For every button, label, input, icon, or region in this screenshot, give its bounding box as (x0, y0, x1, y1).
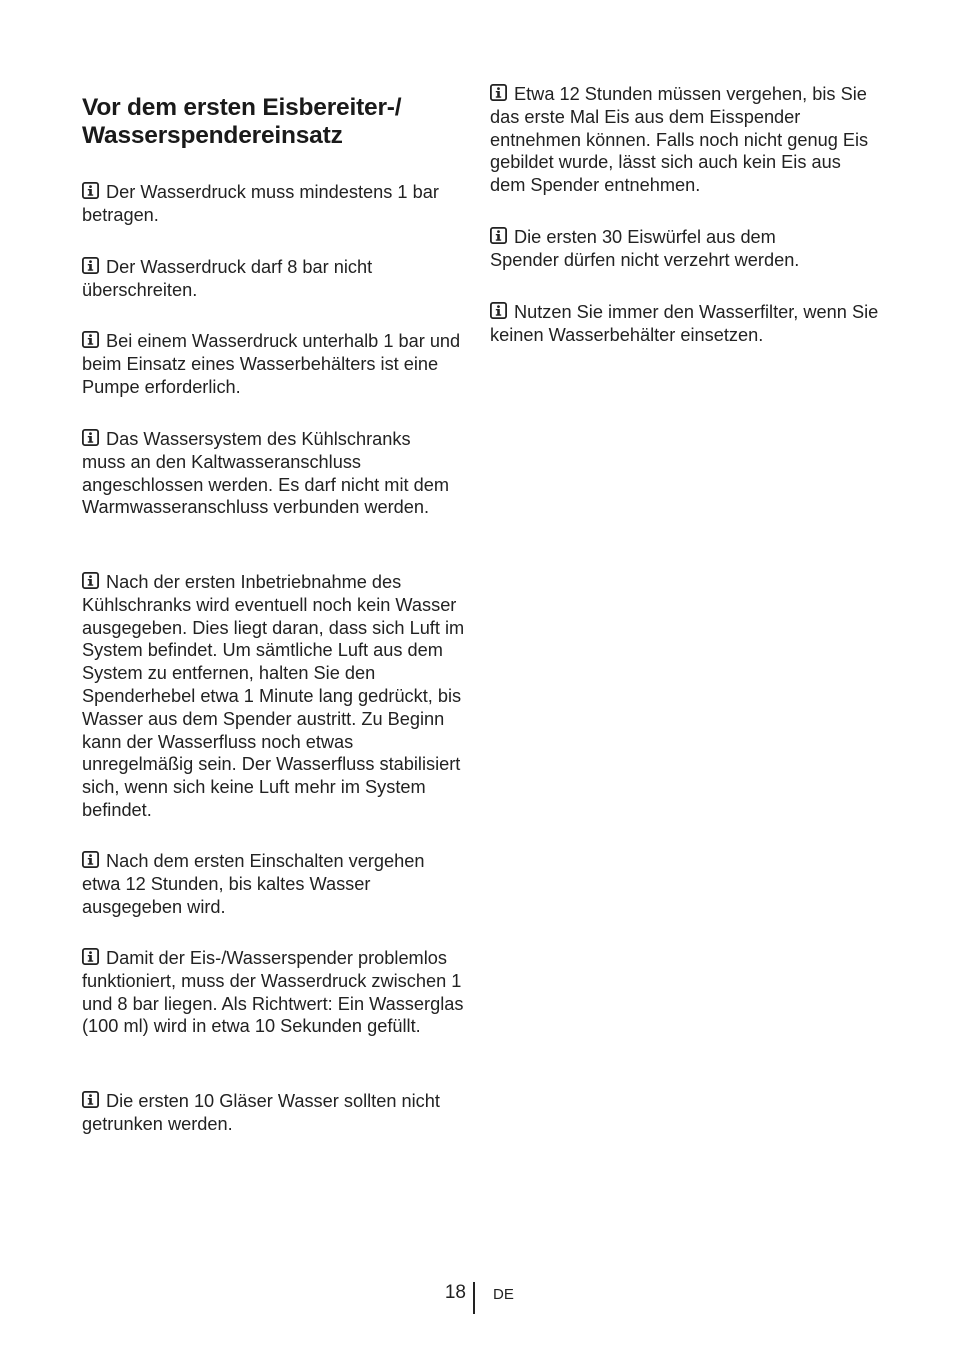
note-text: Der Wasserdruck muss mindestens 1 bar betragen. (82, 182, 439, 225)
note-pressure-range (82, 947, 466, 1038)
info-icon (82, 331, 99, 348)
language-code: DE (493, 1286, 514, 1303)
info-icon (82, 1091, 99, 1108)
note-first-ice-cubes (490, 226, 820, 272)
info-icon (490, 227, 507, 244)
note-text: Bei einem Wasserdruck unterhalb 1 bar und beim Einsatz eines Wasserbehälters ist eine Pumpe erforderlich. (82, 331, 461, 397)
note-ice-delay (490, 83, 880, 197)
note-min-pressure (82, 181, 466, 227)
note-text: Damit der Eis-/Wasserspender problemlos funktioniert, muss der Wasserdruck zwischen 1 und 8 bar liegen. Als Richtwert: Ein Wasserglas (100 ml) wird in etwa 10 Sekunden gefüllt. (82, 948, 464, 1037)
info-icon (82, 948, 99, 965)
note-text: Die ersten 10 Gläser Wasser sollten nicht getrunken werden. (82, 1091, 440, 1134)
note-text: Nutzen Sie immer den Wasserfilter, wenn Sie keinen Wasserbehälter einsetzen. (490, 302, 879, 345)
footer-divider (473, 1282, 475, 1314)
info-icon (82, 851, 99, 868)
note-cold-water-delay (82, 850, 466, 918)
info-icon (82, 182, 99, 199)
section-heading-line-2: Wasserspendereinsatz (82, 122, 343, 149)
info-icon (82, 257, 99, 274)
section-heading-line-1: Vor dem ersten Eisbereiter-/ (82, 94, 402, 121)
info-icon (490, 302, 507, 319)
note-air-in-system (82, 571, 466, 822)
note-text: Nach der ersten Inbetriebnahme des Kühlschranks wird eventuell noch kein Wasser ausgegeben. Dies liegt daran, dass sich Luft im System befindet. Um sämtliche Luft aus dem System zu entfernen, halten Sie den Spenderhebel etwa 1 Minute lang gedrückt, bis Wasser aus dem Spender austritt. Zu Beginn kann der Wasserfluss noch etwas unregelmäßig sein. Der Wasserfluss stabilisiert sich, wenn sich keine Luft mehr im System befindet. (82, 572, 465, 820)
note-first-glasses (82, 1090, 466, 1136)
note-text: Der Wasserdruck darf 8 bar nicht überschreiten. (82, 257, 373, 300)
note-text: Das Wassersystem des Kühlschranks muss an den Kaltwasseranschluss angeschlossen werden. Es darf nicht mit dem Warmwasseranschluss verbunden werden. (82, 429, 449, 518)
info-icon (490, 84, 507, 101)
note-text: Nach dem ersten Einschalten vergehen etwa 12 Stunden, bis kaltes Wasser ausgegeben wird. (82, 851, 425, 917)
note-text: Etwa 12 Stunden müssen vergehen, bis Sie das erste Mal Eis aus dem Eisspender entnehmen können. Falls noch nicht genug Eis gebildet wurde, lässt sich auch kein Eis aus dem Spender entnehmen. (490, 84, 869, 196)
note-cold-water-connection (82, 428, 452, 519)
page-number: 18 (444, 1282, 466, 1303)
note-pump-required (82, 330, 466, 398)
info-icon (82, 572, 99, 589)
note-max-pressure (82, 256, 422, 302)
info-icon (82, 429, 99, 446)
note-water-filter (490, 301, 880, 347)
section-heading (82, 94, 482, 150)
note-text: Die ersten 30 Eiswürfel aus dem Spender dürfen nicht verzehrt werden. (490, 227, 800, 270)
